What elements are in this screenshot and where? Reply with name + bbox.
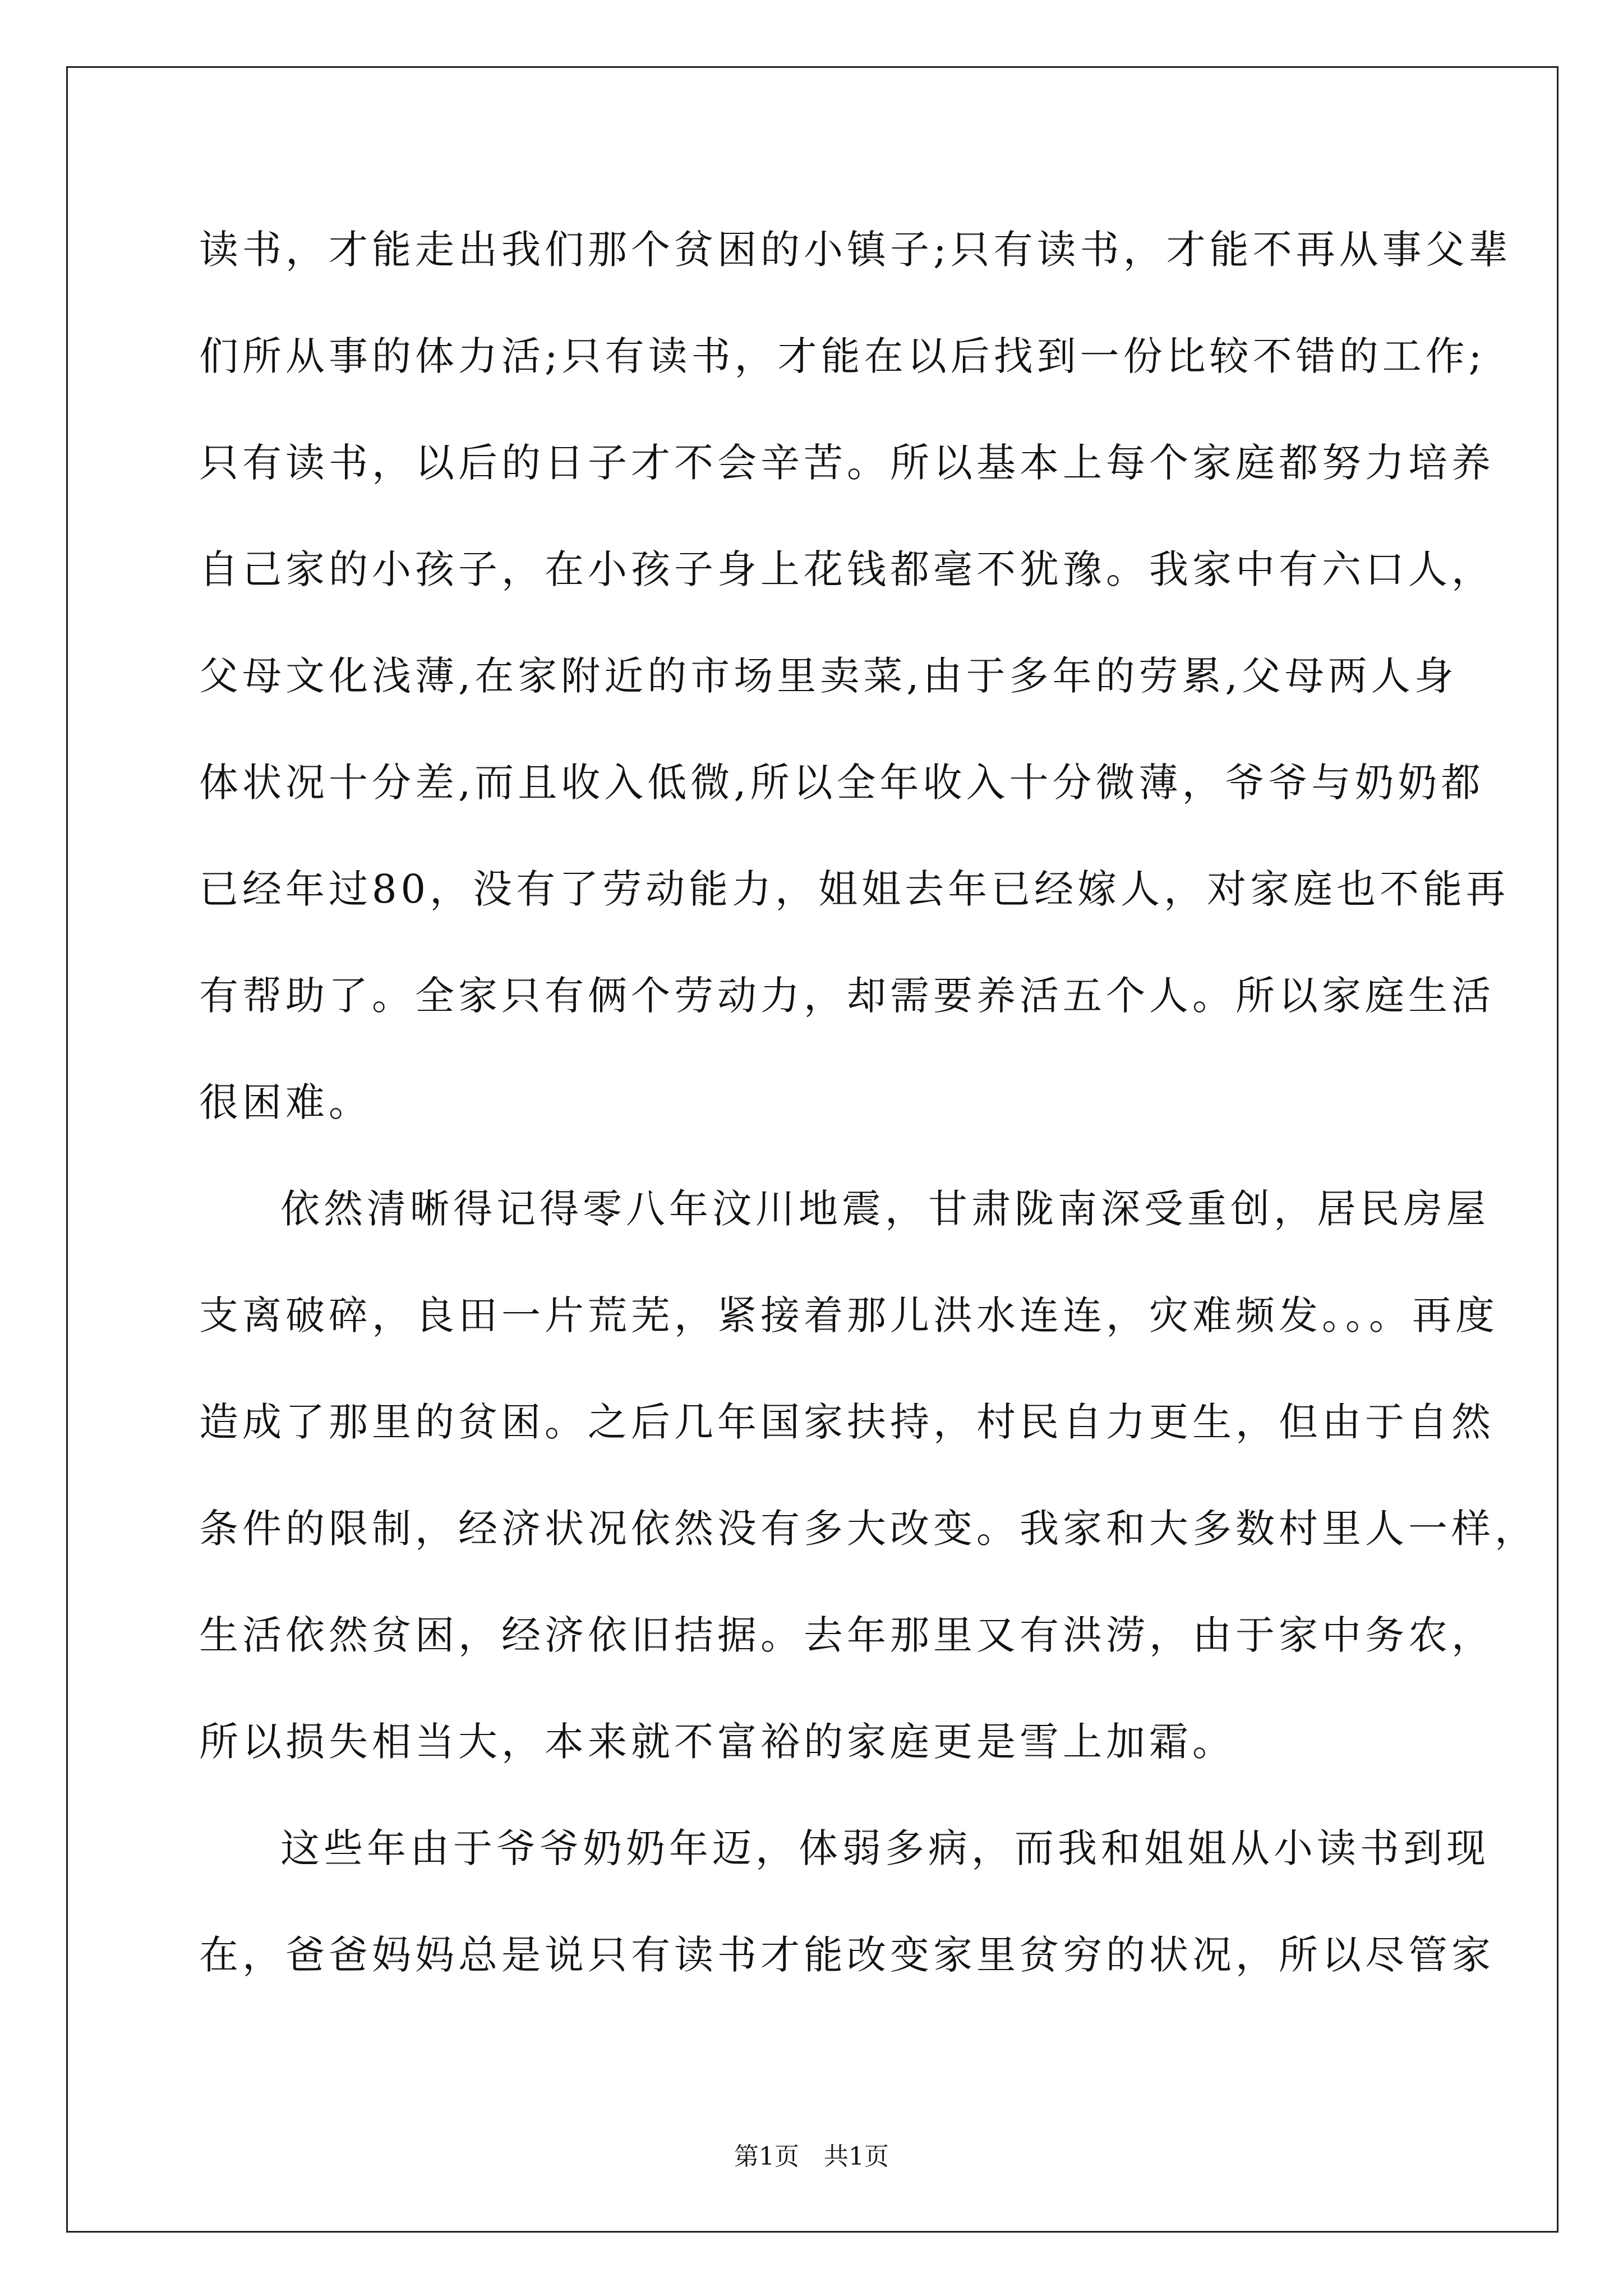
- text-line: 有帮助了。全家只有俩个劳动力，却需要养活五个人。所以家庭生活: [199, 973, 1495, 1019]
- text-line: 只有读书，以后的日子才不会辛苦。所以基本上每个家庭都努力培养: [199, 440, 1495, 486]
- paragraph-first-line: 依然清晰得记得零八年汶川地震，甘肃陇南深受重创，居民房屋: [280, 1186, 1490, 1232]
- document-body: [199, 208, 1538, 2019]
- text-line: 读书，才能走出我们那个贫困的小镇子;只有读书，才能不再从事父辈: [199, 227, 1512, 273]
- page-number-label: 第1页 共1页: [734, 2142, 889, 2171]
- text-line: 支离破碎，良田一片荒芜，紧接着那儿洪水连连，灾难频发。。。再度: [199, 1292, 1498, 1338]
- text-line: 生活依然贫困，经济依旧拮据。去年那里又有洪涝，由于家中务农，: [199, 1612, 1495, 1658]
- text-line: 体状况十分差,而且收入低微,所以全年收入十分微薄，爷爷与奶奶都: [199, 760, 1484, 806]
- text-line: 已经年过80，没有了劳动能力，姐姐去年已经嫁人，对家庭也不能再: [199, 866, 1510, 912]
- text-line: 条件的限制，经济状况依然没有多大改变。我家和大多数村里人一样，: [199, 1506, 1538, 1552]
- paragraph-first-line: 这些年由于爷爷奶奶年迈，体弱多病，而我和姐姐从小读书到现: [280, 1825, 1490, 1871]
- text-line: 所以损失相当大，本来就不富裕的家庭更是雪上加霜。: [199, 1719, 1235, 1765]
- text-line: 造成了那里的贫困。之后几年国家扶持，村民自力更生，但由于自然: [199, 1399, 1495, 1445]
- text-line: 很困难。: [199, 1079, 372, 1125]
- text-line: 父母文化浅薄,在家附近的市场里卖菜,由于多年的劳累,父母两人身: [199, 653, 1458, 699]
- page-footer: [0, 2136, 1623, 2172]
- text-line: 自己家的小孩子，在小孩子身上花钱都毫不犹豫。我家中有六口人，: [199, 546, 1495, 592]
- text-line: 们所从事的体力活;只有读书，才能在以后找到一份比较不错的工作;: [199, 333, 1486, 379]
- text-line: 在，爸爸妈妈总是说只有读书才能改变家里贫穷的状况，所以尽管家: [199, 1932, 1495, 1978]
